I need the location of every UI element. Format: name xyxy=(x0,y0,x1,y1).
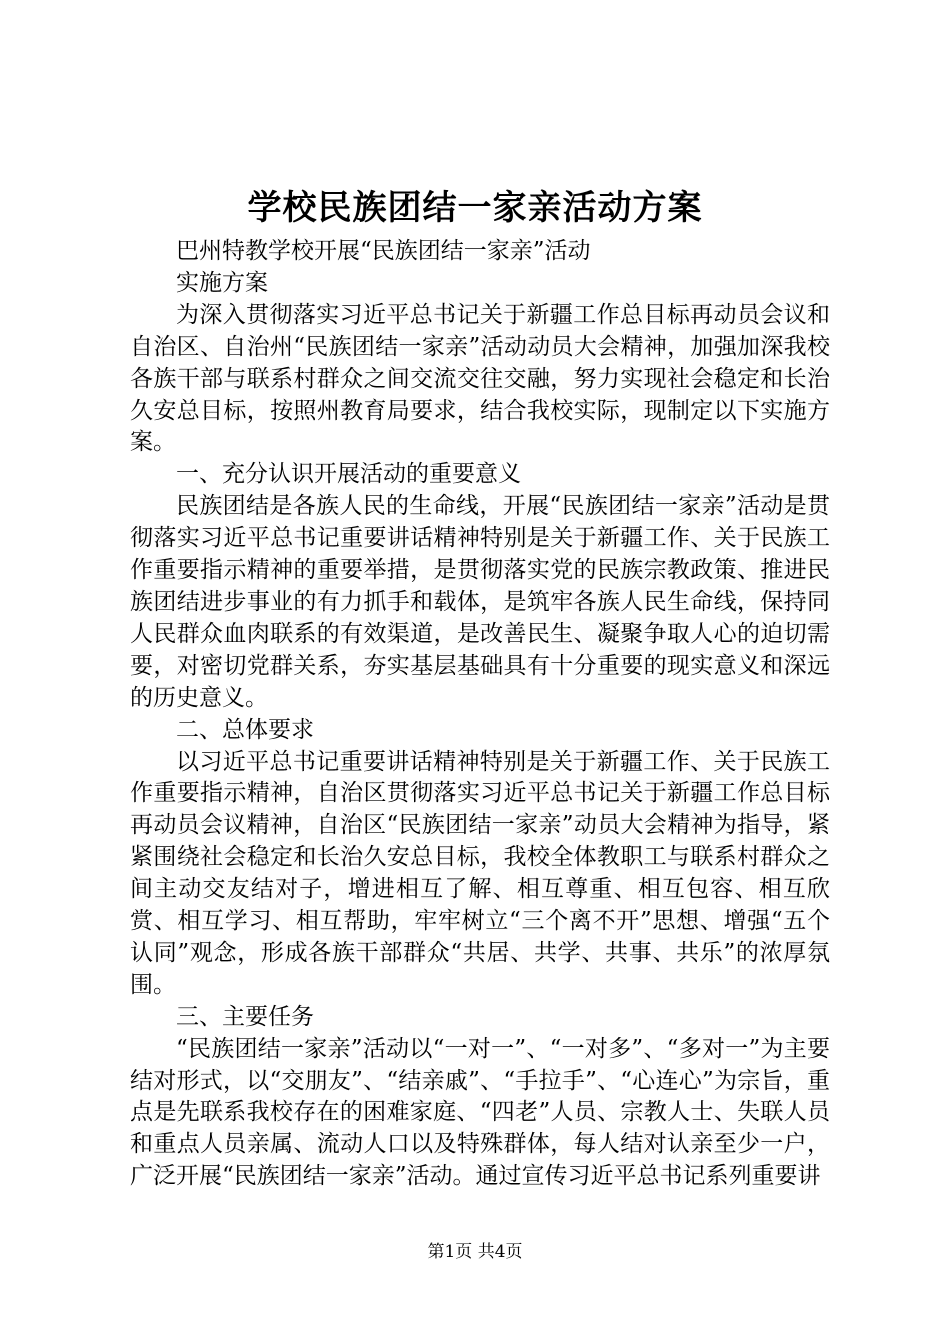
subtitle-line-1: 巴州特教学校开展“民族团结一家亲”活动 xyxy=(176,238,591,264)
page-footer: 第1页 共4页 xyxy=(427,1242,523,1262)
section-heading-1: 一、充分认识开展活动的重要意义 xyxy=(176,461,521,488)
document-title: 学校民族团结一家亲活动方案 xyxy=(247,188,703,228)
section-heading-2: 二、总体要求 xyxy=(176,716,314,743)
subtitle-line-2: 实施方案 xyxy=(176,269,268,296)
section-3-paragraph: “民族团结一家亲”活动以“一对一”、“一对多”、“多对一”为主要结对形式，以“交朋友”、“结亲戚”、“手拉手”、“心连心”为宗旨，重点是先联系我校存在的困难家庭、“四老”人员、宗教人士、失联人员和重点人员亲属、流动人口以及特殊群体，每人结对认亲至少一户，广泛开展“民族团结一家亲”活动。通过宣传习近平总书记系列重要讲 xyxy=(130,1035,830,1190)
section-heading-3: 三、主要任务 xyxy=(176,1003,314,1030)
document-body xyxy=(130,236,830,1193)
intro-paragraph: 为深入贯彻落实习近平总书记关于新疆工作总目标再动员会议和自治区、自治州“民族团结一家亲”活动动员大会精神，加强加深我校各族干部与联系村群众之间交流交往交融，努力实现社会稳定和长治久安总目标，按照州教育局要求，结合我校实际，现制定以下实施方案。 xyxy=(130,301,830,456)
section-1-paragraph: 民族团结是各族人民的生命线，开展“民族团结一家亲”活动是贯彻落实习近平总书记重要讲话精神特别是关于新疆工作、关于民族工作重要指示精神的重要举措，是贯彻落实党的民族宗教政策、推进民族团结进步事业的有力抓手和载体，是筑牢各族人民生命线，保持同人民群众血肉联系的有效渠道，是改善民生、凝聚争取人心的迫切需要，对密切党群关系，夯实基层基础具有十分重要的现实意义和深远的历史意义。 xyxy=(130,493,830,711)
section-2-paragraph: 以习近平总书记重要讲话精神特别是关于新疆工作、关于民族工作重要指示精神，自治区贯彻落实习近平总书记关于新疆工作总目标再动员会议精神，自治区“民族团结一家亲”动员大会精神为指导，紧紧围绕社会稳定和长治久安总目标，我校全体教职工与联系村群众之间主动交友结对子，增进相互了解、相互尊重、相互包容、相互欣赏、相互学习、相互帮助，牢牢树立“三个离不开”思想、增强“五个认同”观念，形成各族干部群众“共居、共学、共事、共乐”的浓厚氛围。 xyxy=(130,748,830,998)
